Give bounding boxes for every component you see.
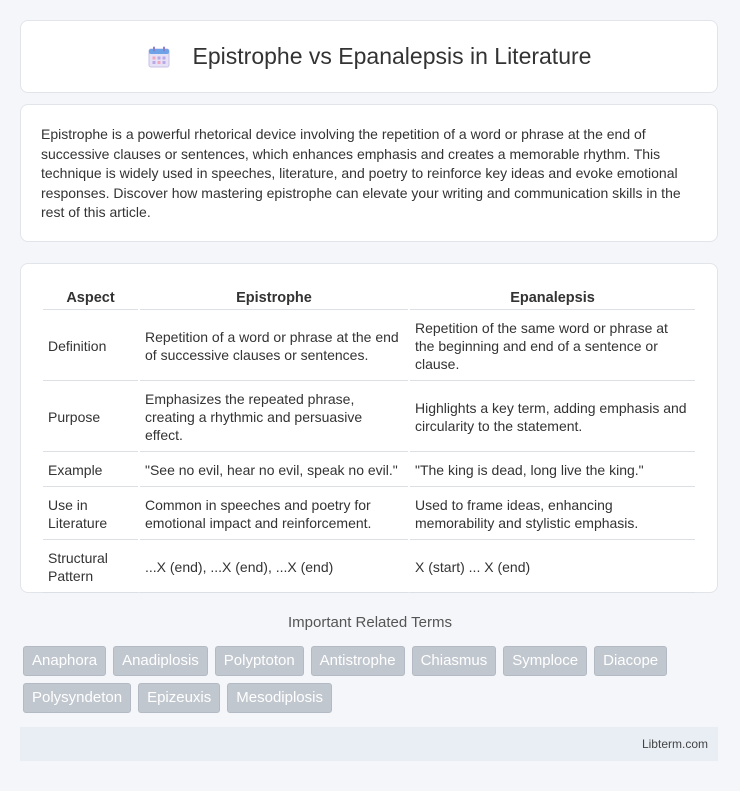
related-term-tag[interactable]: Diacope [594, 646, 667, 676]
row-epanalepsis: "The king is dead, long live the king." [410, 454, 695, 487]
row-epistrophe: Repetition of a word or phrase at the end of successive clauses or sentences. [140, 312, 408, 381]
comparison-table-card [20, 263, 718, 593]
row-epanalepsis: X (start) ... X (end) [410, 542, 695, 593]
table-row [43, 454, 695, 487]
footer [20, 727, 718, 761]
calendar-icon [147, 45, 171, 69]
related-term-tag[interactable]: Anadiplosis [113, 646, 208, 676]
intro-text: Epistrophe is a powerful rhetorical device involving the repetition of a word or phrase at the end of successive clauses or sentences, which enhances emphasis and creates a memorable rhythm. This technique is widely used in speeches, literature, and poetry to reinforce key ideas and evoke emotional responses. Discover how mastering epistrophe can elevate your writing and communication skills in the rest of this article. [41, 126, 681, 221]
row-aspect: Example [43, 454, 138, 487]
related-terms-list [23, 646, 723, 713]
row-epistrophe: ...X (end), ...X (end), ...X (end) [140, 542, 408, 593]
row-aspect: Definition [43, 312, 138, 381]
page-title: Epistrophe vs Epanalepsis in Literature [192, 43, 592, 69]
related-term-tag[interactable]: Chiasmus [412, 646, 497, 676]
header-aspect: Aspect [43, 285, 138, 310]
table-row [43, 542, 695, 593]
table-row [43, 489, 695, 540]
table-row [43, 312, 695, 381]
row-epistrophe: Emphasizes the repeated phrase, creating a rhythmic and persuasive effect. [140, 383, 408, 452]
row-aspect: Purpose [43, 383, 138, 452]
related-term-tag[interactable]: Polysyndeton [23, 683, 131, 713]
row-epanalepsis: Used to frame ideas, enhancing memorability and stylistic emphasis. [410, 489, 695, 540]
table-header-row [43, 285, 695, 310]
intro-card [20, 104, 718, 242]
related-terms-heading: Important Related Terms [288, 614, 452, 631]
footer-site-link[interactable]: Libterm.com [641, 737, 708, 751]
row-aspect: Structural Pattern [43, 542, 138, 593]
related-term-tag[interactable]: Mesodiplosis [227, 683, 332, 713]
related-term-tag[interactable]: Symploce [503, 646, 587, 676]
related-term-tag[interactable]: Antistrophe [311, 646, 405, 676]
header-epistrophe: Epistrophe [140, 285, 408, 310]
related-term-tag[interactable]: Anaphora [23, 646, 106, 676]
row-epistrophe: "See no evil, hear no evil, speak no evil." [140, 454, 408, 487]
row-epanalepsis: Highlights a key term, adding emphasis and circularity to the statement. [410, 383, 695, 452]
row-epanalepsis: Repetition of the same word or phrase at the beginning and end of a sentence or clause. [410, 312, 695, 381]
comparison-table [41, 283, 697, 595]
title-card [20, 20, 718, 93]
row-epistrophe: Common in speeches and poetry for emotional impact and reinforcement. [140, 489, 408, 540]
table-row [43, 383, 695, 452]
related-term-tag[interactable]: Polyptoton [215, 646, 304, 676]
related-term-tag[interactable]: Epizeuxis [138, 683, 220, 713]
row-aspect: Use in Literature [43, 489, 138, 540]
header-epanalepsis: Epanalepsis [410, 285, 695, 310]
